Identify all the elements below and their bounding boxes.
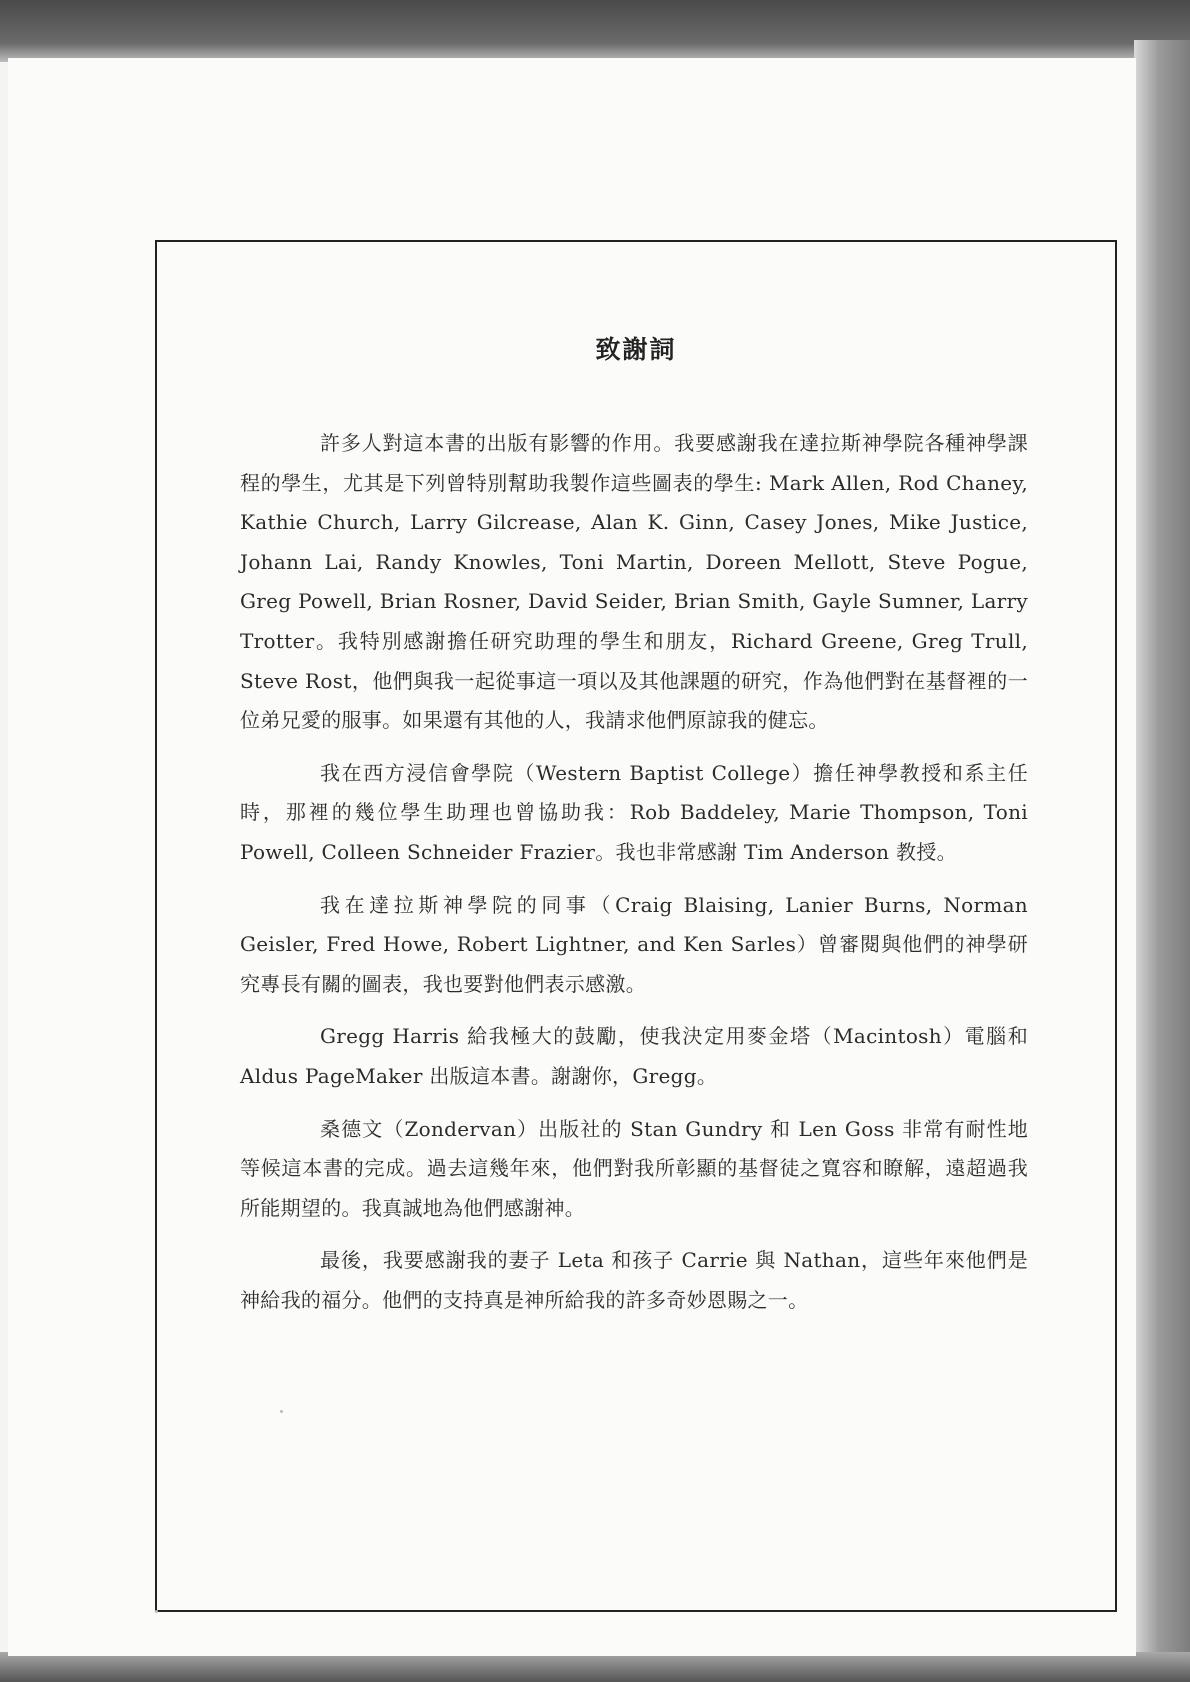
paragraph-1: 許多人對這本書的出版有影響的作用。我要感謝我在達拉斯神學院各種神學課程的學生，尤其是下列曾特別幫助我製作這些圖表的學生: Mark Allen, Rod Chaney, Kathie Church, Larry Gilcrease, Alan K. Ginn, Casey Jones, Mike Justice, Johann Lai, Randy Knowles, Toni Martin, Doreen Mellott, Steve Pogue, Greg Powell, Brian Rosner, David Seider, Brian Smith, Gayle Sumner, Larry Trotter。我特別感謝擔任研究助理的學生和朋友，Richard Greene, Greg Trull, Steve Rost，他們與我一起從事這一項以及其他課題的研究，作為他們對在基督裡的一位弟兄愛的服事。如果還有其他的人，我請求他們原諒我的健忘。 xyxy=(240,431,1028,733)
scan-right-edge xyxy=(1134,40,1190,1670)
scan-top-edge xyxy=(0,0,1190,62)
paragraph-5: 桑德文（Zondervan）出版社的 Stan Gundry 和 Len Goss 非常有耐性地等候這本書的完成。過去這幾年來，他們對我所彰顯的基督徒之寬容和瞭解，遠超過我所能期望的。我真誠地為他們感謝神。 xyxy=(240,1116,1028,1220)
scan-speck xyxy=(280,1410,283,1413)
page-title: 致謝詞 xyxy=(595,335,677,364)
paragraph-6: 最後，我要感謝我的妻子 Leta 和孩子 Carrie 與 Nathan，這些年來他們是神給我的福分。他們的支持真是神所給我的許多奇妙恩賜之一。 xyxy=(240,1248,1028,1312)
page-frame xyxy=(155,240,1117,1612)
paragraph-4: Gregg Harris 給我極大的鼓勵，使我決定用麥金塔（Macintosh）電腦和 Aldus PageMaker 出版這本書。謝謝你，Gregg。 xyxy=(240,1024,1028,1088)
paragraph-2: 我在西方浸信會學院（Western Baptist College）擔任神學教授和系主任時，那裡的幾位學生助理也曾協助我：Rob Baddeley, Marie Thompson, Toni Powell, Colleen Schneider Frazier。我也非常感謝 Tim Anderson 教授。 xyxy=(240,760,1028,864)
paragraph-3: 我在達拉斯神學院的同事（Craig Blaising, Lanier Burns, Norman Geisler, Fred Howe, Robert Lightner, and Ken Sarles）曾審閱與他們的神學研究專長有關的圖表，我也要對他們表示感激。 xyxy=(240,892,1028,996)
page-sheet xyxy=(8,58,1136,1656)
scan-speck xyxy=(155,1610,158,1613)
scan-bottom-edge xyxy=(0,1652,1190,1682)
acknowledgements-body xyxy=(240,424,1028,1333)
